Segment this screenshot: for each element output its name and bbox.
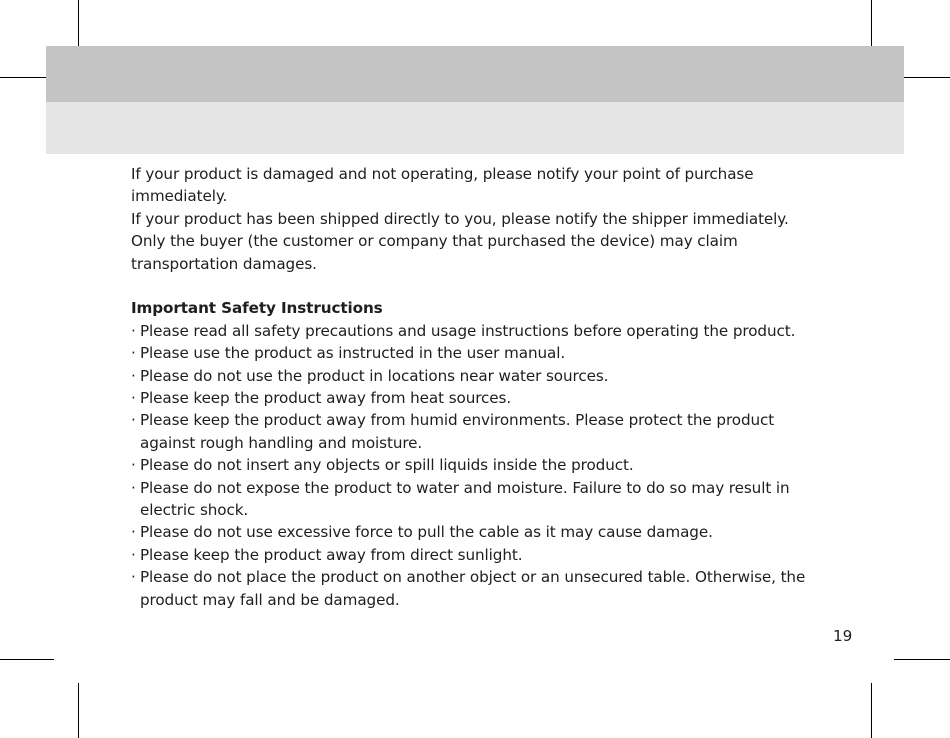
list-item-text: Please keep the product away from humid environments. Please protect the product against rough handling and moisture. — [140, 411, 775, 452]
bullet-icon: · — [131, 568, 136, 587]
page-content — [131, 163, 821, 611]
list-item — [131, 521, 821, 543]
list-item-text: Please do not use the product in locations near water sources. — [140, 366, 609, 385]
bullet-icon: · — [131, 545, 136, 564]
crop-mark-bottom-left-horizontal — [0, 659, 54, 660]
list-item-text: Please do not place the product on another object or an unsecured table. Otherwise, the product may fall and be damaged. — [140, 568, 806, 609]
list-item — [131, 454, 821, 476]
list-item-text: Please do not insert any objects or spill liquids inside the product. — [140, 456, 634, 475]
safety-heading: Important Safety Instructions — [131, 299, 383, 318]
section-spacer — [131, 275, 821, 297]
list-item-text: Please use the product as instructed in the user manual. — [140, 344, 566, 363]
bullet-icon: · — [131, 344, 136, 363]
page-number: 19 — [833, 627, 853, 645]
intro-paragraph: Only the buyer (the customer or company that purchased the device) may claim transportation damages. — [131, 232, 738, 273]
bullet-icon: · — [131, 411, 136, 430]
bullet-icon: · — [131, 389, 136, 408]
crop-mark-bottom-right-vertical — [871, 683, 872, 738]
bullet-icon: · — [131, 321, 136, 340]
list-item — [131, 342, 821, 364]
bullet-icon: · — [131, 523, 136, 542]
list-item — [131, 365, 821, 387]
intro-paragraph: If your product is damaged and not operating, please notify your point of purchase immediately. — [131, 165, 754, 206]
crop-mark-bottom-left-vertical — [78, 683, 79, 738]
list-item — [131, 544, 821, 566]
safety-instructions-list — [131, 320, 821, 611]
list-item — [131, 566, 821, 611]
list-item-text: Please keep the product away from heat sources. — [140, 389, 512, 408]
intro-paragraph: If your product has been shipped directly to you, please notify the shipper immediately. — [131, 209, 789, 228]
intro-section — [131, 163, 821, 275]
list-item-text: Please do not use excessive force to pull the cable as it may cause damage. — [140, 523, 713, 542]
list-item-text: Please do not expose the product to water and moisture. Failure to do so may result in electric shock. — [140, 478, 790, 520]
header-band-light — [46, 102, 904, 154]
list-item — [131, 477, 821, 522]
bullet-icon: · — [131, 366, 136, 385]
list-item — [131, 320, 821, 342]
list-item — [131, 409, 821, 454]
bullet-icon: · — [131, 478, 136, 497]
list-item-text: Please read all safety precautions and usage instructions before operating the product. — [140, 321, 796, 340]
header-band-dark — [46, 46, 904, 102]
crop-mark-bottom-right-horizontal — [894, 659, 950, 660]
list-item — [131, 387, 821, 409]
bullet-icon: · — [131, 456, 136, 475]
list-item-text: Please keep the product away from direct sunlight. — [140, 545, 523, 564]
